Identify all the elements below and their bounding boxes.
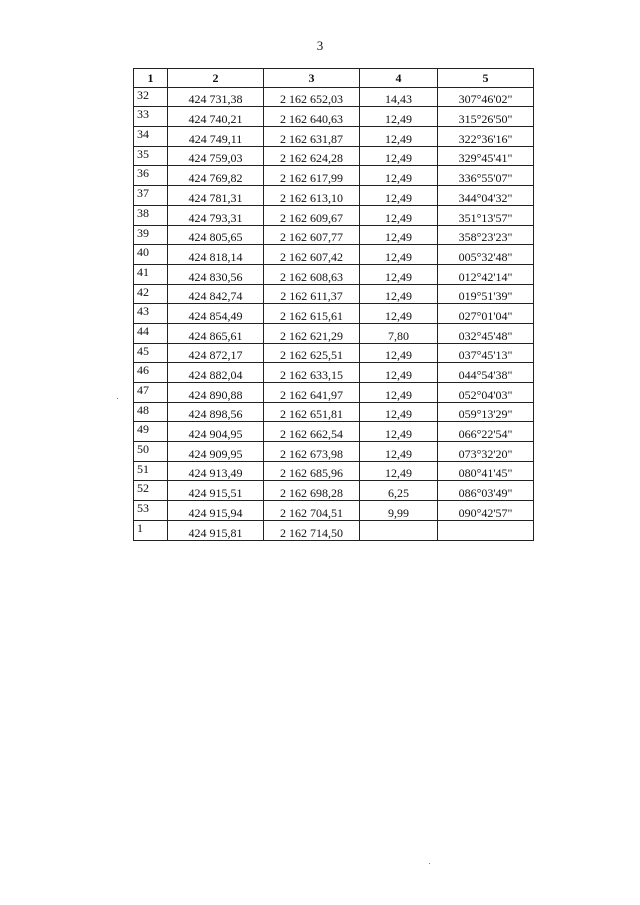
table-cell-col-1: 1 xyxy=(134,520,168,540)
table-cell-col-3: 2 162 613,10 xyxy=(264,186,360,206)
table-cell-col-3: 2 162 609,67 xyxy=(264,205,360,225)
table-cell-col-1: 48 xyxy=(134,402,168,422)
table-cell-col-2: 424 913,49 xyxy=(168,461,264,481)
table-cell-col-1: 53 xyxy=(134,501,168,521)
table-cell-col-1: 41 xyxy=(134,264,168,284)
table-row xyxy=(134,87,534,107)
table-cell-col-1: 44 xyxy=(134,323,168,343)
table-cell-col-5: 032°45'48" xyxy=(438,323,534,343)
table-row xyxy=(134,442,534,462)
table-cell-col-3: 2 162 662,54 xyxy=(264,422,360,442)
table-cell-col-4: 14,43 xyxy=(360,87,438,107)
table-cell-col-3: 2 162 625,51 xyxy=(264,343,360,363)
table-row xyxy=(134,186,534,206)
table-cell-col-4: 12,49 xyxy=(360,343,438,363)
coordinates-table xyxy=(133,68,534,541)
table-cell-col-1: 42 xyxy=(134,284,168,304)
table-cell-col-3: 2 162 714,50 xyxy=(264,520,360,540)
table-cell-col-5: 052°04'03" xyxy=(438,383,534,403)
table-cell-col-5: 322°36'16" xyxy=(438,127,534,147)
table-cell-col-5: 315°26'50" xyxy=(438,107,534,127)
table-cell-col-1: 33 xyxy=(134,107,168,127)
table-cell-col-5: 037°45'13" xyxy=(438,343,534,363)
table-cell-col-5: 344°04'32" xyxy=(438,186,534,206)
table-row xyxy=(134,127,534,147)
table-cell-col-1: 37 xyxy=(134,186,168,206)
table-cell-col-3: 2 162 624,28 xyxy=(264,146,360,166)
table-cell-col-2: 424 854,49 xyxy=(168,304,264,324)
table-cell-col-2: 424 740,21 xyxy=(168,107,264,127)
table-cell-col-2: 424 769,82 xyxy=(168,166,264,186)
table-cell-col-4: 12,49 xyxy=(360,284,438,304)
table-body xyxy=(134,87,534,540)
table-cell-col-2: 424 904,95 xyxy=(168,422,264,442)
table-cell-col-3: 2 162 631,87 xyxy=(264,127,360,147)
header-cell-4: 4 xyxy=(360,69,438,88)
table-row xyxy=(134,166,534,186)
table-cell-col-4: 12,49 xyxy=(360,442,438,462)
table-cell-col-4: 12,49 xyxy=(360,205,438,225)
table-cell-col-2: 424 890,88 xyxy=(168,383,264,403)
table-cell-col-3: 2 162 704,51 xyxy=(264,501,360,521)
table-row xyxy=(134,481,534,501)
table-cell-col-4: 12,49 xyxy=(360,166,438,186)
table-cell-col-2: 424 731,38 xyxy=(168,87,264,107)
header-cell-2: 2 xyxy=(168,69,264,88)
table-cell-col-2: 424 781,31 xyxy=(168,186,264,206)
table-cell-col-2: 424 915,51 xyxy=(168,481,264,501)
table-row xyxy=(134,304,534,324)
table-cell-col-2: 424 759,03 xyxy=(168,146,264,166)
table-cell-col-3: 2 162 641,97 xyxy=(264,383,360,403)
table-cell-col-1: 43 xyxy=(134,304,168,324)
table-cell-col-2: 424 872,17 xyxy=(168,343,264,363)
table-row xyxy=(134,107,534,127)
scan-speck xyxy=(117,398,118,399)
table-row xyxy=(134,264,534,284)
table-row xyxy=(134,205,534,225)
table-cell-col-5: 027°01'04" xyxy=(438,304,534,324)
table-cell-col-5: 090°42'57" xyxy=(438,501,534,521)
table-cell-col-4: 12,49 xyxy=(360,363,438,383)
table-cell-col-3: 2 162 698,28 xyxy=(264,481,360,501)
header-cell-3: 3 xyxy=(264,69,360,88)
table-cell-col-4: 12,49 xyxy=(360,383,438,403)
table-cell-col-5: 012°42'14" xyxy=(438,264,534,284)
table-cell-col-4: 12,49 xyxy=(360,422,438,442)
table-cell-col-5 xyxy=(438,520,534,540)
table-cell-col-4: 12,49 xyxy=(360,264,438,284)
table-cell-col-1: 52 xyxy=(134,481,168,501)
table-cell-col-1: 47 xyxy=(134,383,168,403)
table-row xyxy=(134,343,534,363)
table-cell-col-3: 2 162 673,98 xyxy=(264,442,360,462)
table-row xyxy=(134,146,534,166)
table-cell-col-1: 50 xyxy=(134,442,168,462)
table-cell-col-5: 336°55'07" xyxy=(438,166,534,186)
table-cell-col-5: 080°41'45" xyxy=(438,461,534,481)
table-cell-col-2: 424 805,65 xyxy=(168,225,264,245)
table-cell-col-4: 12,49 xyxy=(360,107,438,127)
table-cell-col-3: 2 162 640,63 xyxy=(264,107,360,127)
table-cell-col-5: 073°32'20" xyxy=(438,442,534,462)
table-row xyxy=(134,402,534,422)
table-row xyxy=(134,520,534,540)
table-cell-col-1: 40 xyxy=(134,245,168,265)
table-row xyxy=(134,284,534,304)
header-cell-5: 5 xyxy=(438,69,534,88)
table-cell-col-3: 2 162 611,37 xyxy=(264,284,360,304)
table-cell-col-3: 2 162 633,15 xyxy=(264,363,360,383)
table-row xyxy=(134,363,534,383)
table-cell-col-4: 12,49 xyxy=(360,146,438,166)
header-cell-1: 1 xyxy=(134,69,168,88)
table-cell-col-2: 424 842,74 xyxy=(168,284,264,304)
table-cell-col-5: 044°54'38" xyxy=(438,363,534,383)
table-cell-col-5: 066°22'54" xyxy=(438,422,534,442)
table-cell-col-3: 2 162 621,29 xyxy=(264,323,360,343)
table-cell-col-2: 424 830,56 xyxy=(168,264,264,284)
table-cell-col-3: 2 162 651,81 xyxy=(264,402,360,422)
table-cell-col-5: 019°51'39" xyxy=(438,284,534,304)
table-cell-col-5: 059°13'29" xyxy=(438,402,534,422)
table-cell-col-1: 36 xyxy=(134,166,168,186)
table-cell-col-2: 424 898,56 xyxy=(168,402,264,422)
table-cell-col-4: 6,25 xyxy=(360,481,438,501)
table-cell-col-3: 2 162 617,99 xyxy=(264,166,360,186)
table-cell-col-2: 424 909,95 xyxy=(168,442,264,462)
table-row xyxy=(134,225,534,245)
table-cell-col-1: 39 xyxy=(134,225,168,245)
table-row xyxy=(134,461,534,481)
table-cell-col-2: 424 915,81 xyxy=(168,520,264,540)
table-cell-col-1: 32 xyxy=(134,87,168,107)
table-cell-col-4: 12,49 xyxy=(360,402,438,422)
table-cell-col-1: 46 xyxy=(134,363,168,383)
table-row xyxy=(134,501,534,521)
table-cell-col-2: 424 865,61 xyxy=(168,323,264,343)
table-cell-col-3: 2 162 685,96 xyxy=(264,461,360,481)
table-row xyxy=(134,323,534,343)
table-cell-col-3: 2 162 607,42 xyxy=(264,245,360,265)
table-cell-col-5: 358°23'23" xyxy=(438,225,534,245)
table-cell-col-5: 307°46'02" xyxy=(438,87,534,107)
table-cell-col-3: 2 162 652,03 xyxy=(264,87,360,107)
table-cell-col-4: 12,49 xyxy=(360,186,438,206)
table-cell-col-4 xyxy=(360,520,438,540)
table-cell-col-1: 49 xyxy=(134,422,168,442)
table-cell-col-5: 086°03'49" xyxy=(438,481,534,501)
table-cell-col-1: 51 xyxy=(134,461,168,481)
table-cell-col-5: 005°32'48" xyxy=(438,245,534,265)
table-cell-col-2: 424 749,11 xyxy=(168,127,264,147)
table-cell-col-1: 34 xyxy=(134,127,168,147)
table-cell-col-2: 424 818,14 xyxy=(168,245,264,265)
table-cell-col-5: 329°45'41" xyxy=(438,146,534,166)
table-cell-col-1: 38 xyxy=(134,205,168,225)
table-cell-col-4: 9,99 xyxy=(360,501,438,521)
table-cell-col-3: 2 162 615,61 xyxy=(264,304,360,324)
table-cell-col-3: 2 162 607,77 xyxy=(264,225,360,245)
table-cell-col-1: 45 xyxy=(134,343,168,363)
table-cell-col-5: 351°13'57" xyxy=(438,205,534,225)
table-row xyxy=(134,383,534,403)
table-cell-col-4: 12,49 xyxy=(360,127,438,147)
table-row xyxy=(134,422,534,442)
table-cell-col-2: 424 915,94 xyxy=(168,501,264,521)
table-cell-col-1: 35 xyxy=(134,146,168,166)
table-row xyxy=(134,245,534,265)
table-cell-col-4: 12,49 xyxy=(360,245,438,265)
table-header-row xyxy=(134,69,534,88)
table-cell-col-4: 12,49 xyxy=(360,225,438,245)
table-cell-col-2: 424 793,31 xyxy=(168,205,264,225)
table-cell-col-3: 2 162 608,63 xyxy=(264,264,360,284)
table-cell-col-4: 12,49 xyxy=(360,304,438,324)
table-cell-col-4: 7,80 xyxy=(360,323,438,343)
page-number: 3 xyxy=(316,38,324,53)
table-cell-col-2: 424 882,04 xyxy=(168,363,264,383)
table-cell-col-4: 12,49 xyxy=(360,461,438,481)
scan-speck xyxy=(429,863,430,864)
